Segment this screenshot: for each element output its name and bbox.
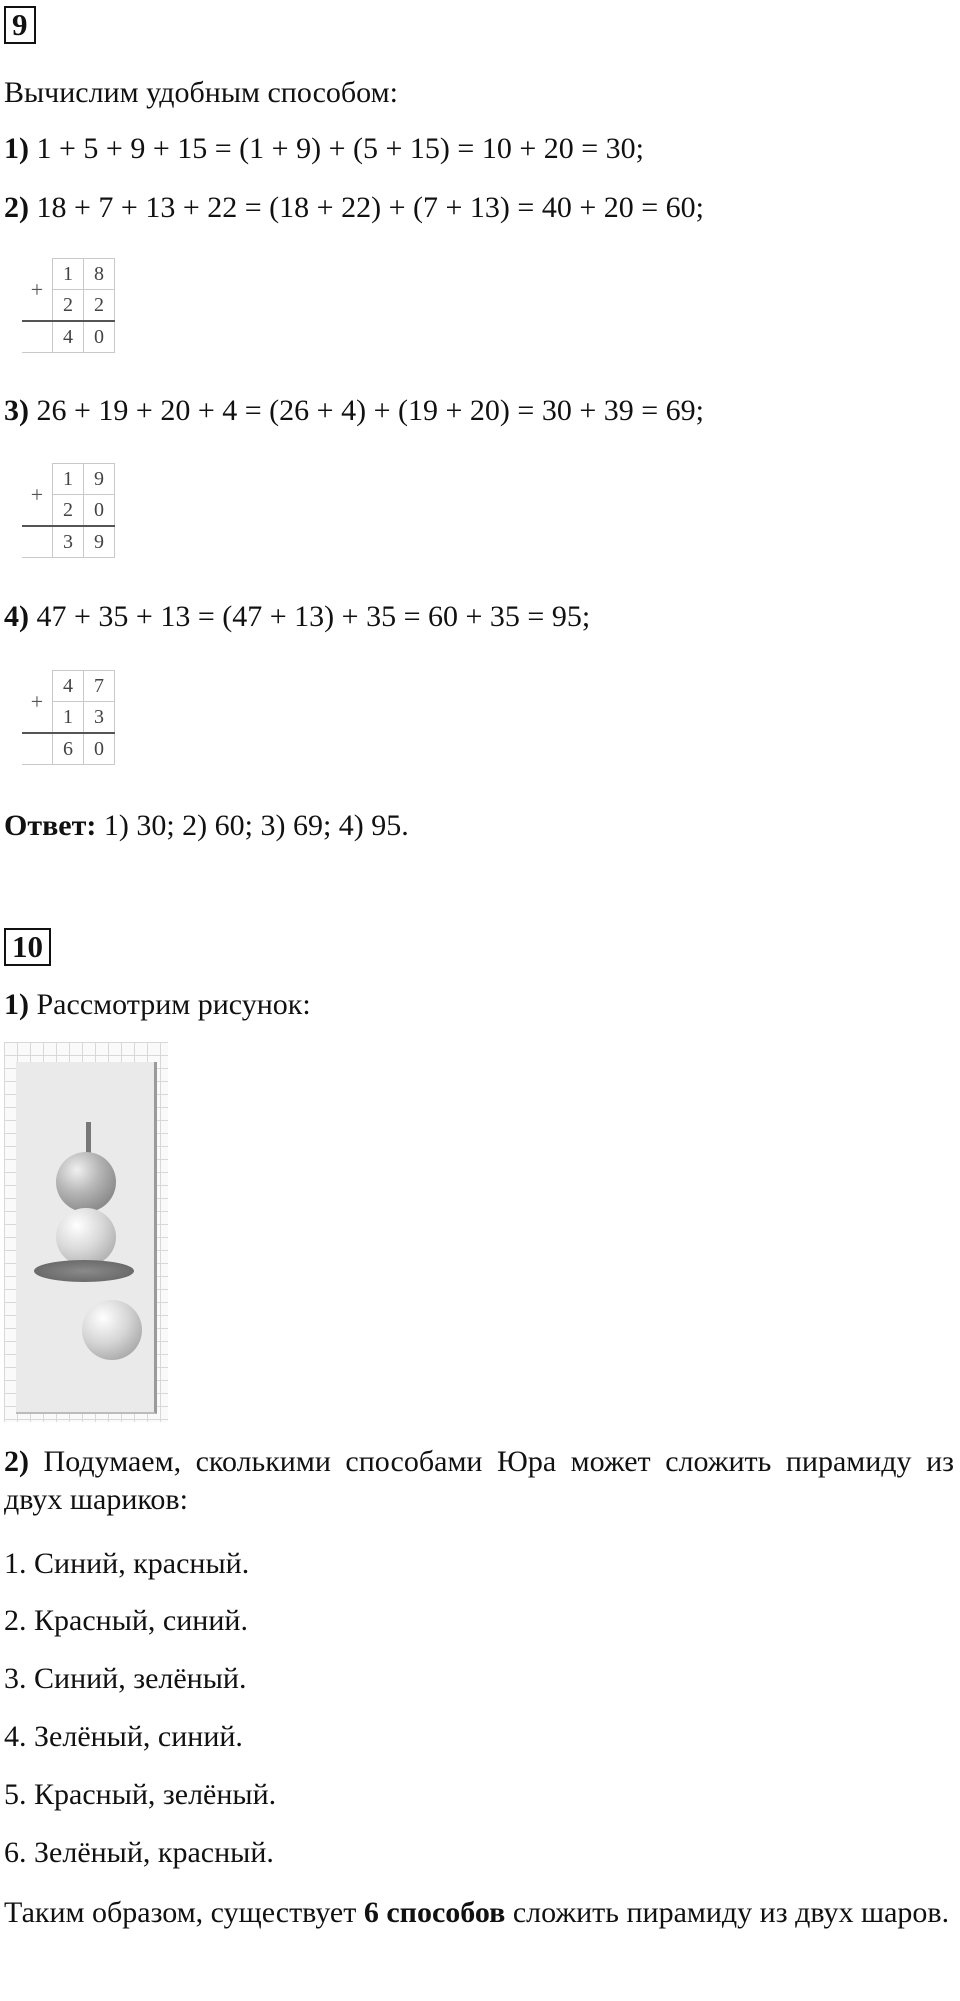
task-9-intro: Вычислим удобным способом: [4, 76, 398, 109]
column-addition-2 [22, 463, 115, 558]
digit: 8 [84, 259, 115, 290]
option-3: 3. Синий, зелёный. [4, 1662, 247, 1695]
ball-middle [56, 1208, 116, 1266]
step-text: Рассмотрим рисунок: [29, 988, 311, 1021]
task-number-10: 10 [4, 928, 51, 966]
step-label: 2) [4, 1445, 29, 1478]
item-label: 2) [4, 191, 29, 224]
item-text: 47 + 35 + 13 = (47 + 13) + 35 = 60 + 35 = 95; [29, 600, 591, 633]
digit: 2 [53, 495, 84, 527]
digit: 1 [53, 702, 84, 734]
item-label: 4) [4, 600, 29, 633]
result-digit: 4 [53, 321, 84, 353]
plus-sign: + [22, 464, 53, 527]
task-9-item-3 [4, 392, 704, 430]
pyramid-panel [16, 1062, 157, 1414]
task-10-step-1 [4, 986, 311, 1024]
answer-text: 1) 30; 2) 60; 3) 69; 4) 95. [96, 809, 409, 842]
result-digit: 9 [84, 526, 115, 558]
conclusion-text-before: Таким образом, существует [4, 1896, 364, 1929]
blank-cell [22, 733, 53, 765]
blank-cell [22, 321, 53, 353]
item-label: 3) [4, 394, 29, 427]
digit: 1 [53, 464, 84, 495]
task-10-conclusion [4, 1894, 954, 1932]
step-label: 1) [4, 988, 29, 1021]
task-9-item-4 [4, 598, 590, 636]
task-9-header [4, 0, 36, 45]
answer-label: Ответ: [4, 809, 97, 842]
digit: 9 [84, 464, 115, 495]
digit: 7 [84, 671, 115, 702]
digit: 1 [53, 259, 84, 290]
result-digit: 6 [53, 733, 84, 765]
result-digit: 3 [53, 526, 84, 558]
option-4: 4. Зелёный, синий. [4, 1720, 243, 1753]
column-addition-3 [22, 670, 115, 765]
plus-sign: + [22, 671, 53, 734]
task-10-header [4, 922, 51, 967]
item-text: 1 + 5 + 9 + 15 = (1 + 9) + (5 + 15) = 10 + 20 = 30; [29, 132, 644, 165]
option-5: 5. Красный, зелёный. [4, 1778, 277, 1811]
task-9-item-1 [4, 130, 644, 168]
ball-top [56, 1152, 116, 1212]
plus-sign: + [22, 259, 53, 322]
task-10-step-2 [4, 1443, 954, 1518]
step-text: Подумаем, сколькими способами Юра может сложить пирамиду из двух шариков: [4, 1445, 954, 1516]
result-digit: 0 [84, 733, 115, 765]
option-1: 1. Синий, красный. [4, 1547, 250, 1580]
item-label: 1) [4, 132, 29, 165]
column-addition-1 [22, 258, 115, 353]
task-9-answer [4, 807, 409, 845]
option-6: 6. Зелёный, красный. [4, 1836, 274, 1869]
pyramid-picture [4, 1042, 168, 1422]
digit: 3 [84, 702, 115, 734]
digit: 0 [84, 495, 115, 527]
pyramid-base [34, 1260, 134, 1282]
item-text: 18 + 7 + 13 + 22 = (18 + 22) + (7 + 13) = 40 + 20 = 60; [29, 191, 704, 224]
ball-loose [82, 1300, 142, 1360]
item-text: 26 + 19 + 20 + 4 = (26 + 4) + (19 + 20) = 30 + 39 = 69; [29, 394, 704, 427]
digit: 2 [84, 290, 115, 322]
option-2: 2. Красный, синий. [4, 1604, 248, 1637]
result-digit: 0 [84, 321, 115, 353]
digit: 4 [53, 671, 84, 702]
blank-cell [22, 526, 53, 558]
conclusion-text-after: сложить пирамиду из двух шаров. [505, 1896, 950, 1929]
digit: 2 [53, 290, 84, 322]
conclusion-count: 6 способов [363, 1896, 506, 1929]
task-number-9: 9 [4, 6, 36, 44]
task-9-item-2 [4, 189, 704, 227]
